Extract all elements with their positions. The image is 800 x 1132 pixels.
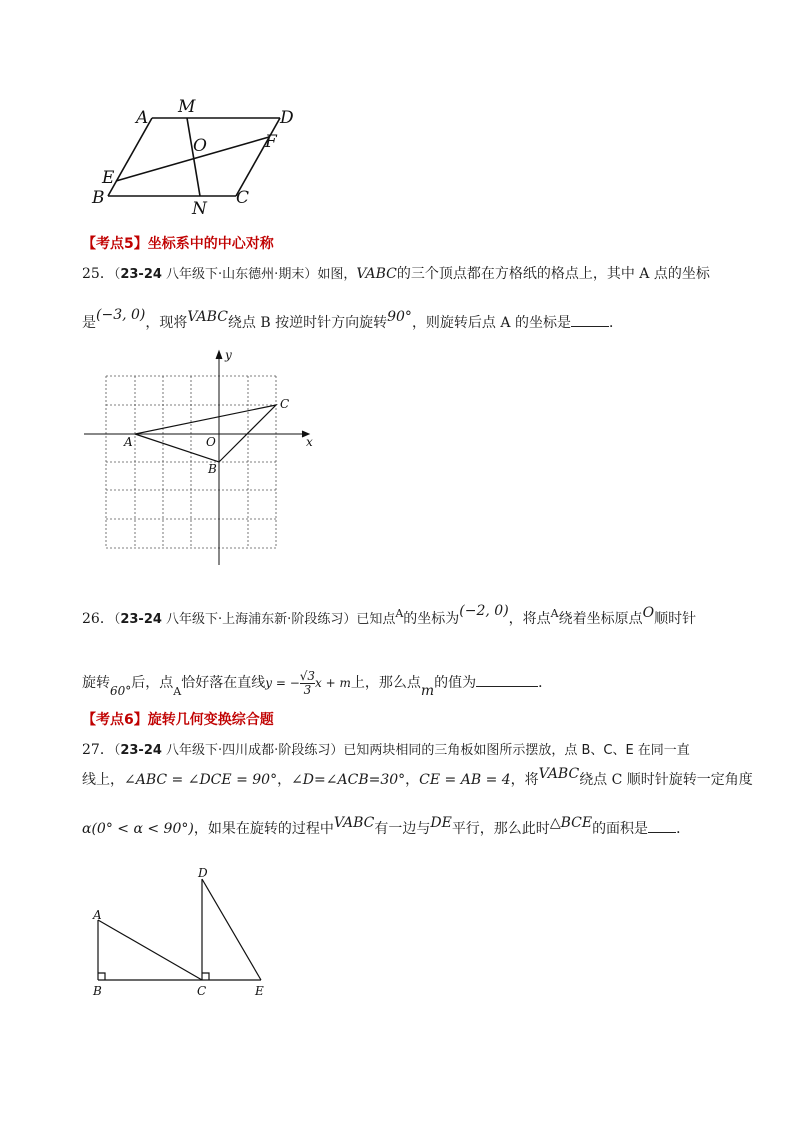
q25-angle: 90° [387,309,412,325]
label-B: B [93,984,102,998]
q26-answer-blank[interactable] [476,672,538,687]
q25-text: 的三个顶点都在方格纸的格点上，其中 A 点的坐标 [396,266,710,282]
q27-line3: α(0° < α < 90°)，如果在旋转的过程中VABC有一边与DE平行，那么此时△BCE的面积是 ． [82,815,691,837]
q27-alpha: α(0° < α < 90°) [82,821,194,837]
q26-equation: y = − $\frac{√3}{3}$ x + m [265,669,351,697]
label-O: O [193,136,207,156]
label-A: A [136,108,149,128]
label-E: E [102,168,115,188]
q27-line2: 线上，∠ABC = ∠DCE = 90°，∠D=∠ACB=30°，CE = AB = 4，将VABC绕点 C 顺时针旋转一定角度 [82,766,753,788]
label-C: C [197,984,207,998]
q25-source: （23-24 八年级下·山东德州·期末）如图， [113,267,357,282]
q25-answer-blank[interactable] [571,312,609,327]
q25-number: 25． [82,266,114,282]
q27-answer-blank[interactable] [648,818,676,833]
q26-angle: 60° [110,684,132,698]
label-N: N [192,199,207,219]
label-D: D [198,866,208,880]
label-F: F [265,132,277,152]
q26-coord: (−2, 0) [459,603,509,619]
q25-coord: (−3, 0) [96,307,146,323]
parallelogram-figure [80,90,310,220]
q25-line2: 是(−3, 0)，现将VABC绕点 B 按逆时针方向旋转90°，则旋转后点 A 的坐标是 ． [82,307,623,331]
section-heading-6: 【考点6】旋转几何变换综合题 [82,712,274,728]
q26-line2: 旋转60°后，点$_A$恰好落在直线y = − $\frac{√3}{3}$ x + m上，那么点m的值为 ． [82,669,553,699]
point-C-label: C [280,397,290,411]
triangles-figure [85,862,285,1002]
label-E: E [255,984,264,998]
q27-line1: 27．（23-24 八年级下·四川成都·阶段练习）已知两块相同的三角板如图所示摆放，点 B、C、E 在同一直 [82,742,690,758]
label-C: C [236,188,250,208]
section-heading-5: 【考点5】坐标系中的中心对称 [82,236,274,252]
q26-source: （23-24 八年级下·上海浦东新·阶段练习）已知点 [113,612,396,627]
axis-x-label: x [306,435,313,449]
label-M: M [178,97,196,117]
label-D: D [280,108,294,128]
coordinate-grid-figure [80,345,330,570]
q25-line1 [82,264,710,285]
point-B-label: B [208,462,217,476]
label-A: A [93,908,102,922]
q26-line1: 26．（23-24 八年级下·上海浦东新·阶段练习）已知点$^A$的坐标为(−2, 0)，将点$^A$绕着坐标原点O顺时针 [82,603,697,627]
q25-triangle: VABC [356,266,397,282]
point-A-label: A [124,435,133,449]
axis-y-label: y [225,348,232,362]
q27-source: （23-24 八年级下·四川成都·阶段练习）已知两块相同的三角板如图所示摆放，点 B、C、E 在同一直 [113,743,690,758]
label-B: B [92,188,105,208]
origin-O-label: O [206,435,216,449]
